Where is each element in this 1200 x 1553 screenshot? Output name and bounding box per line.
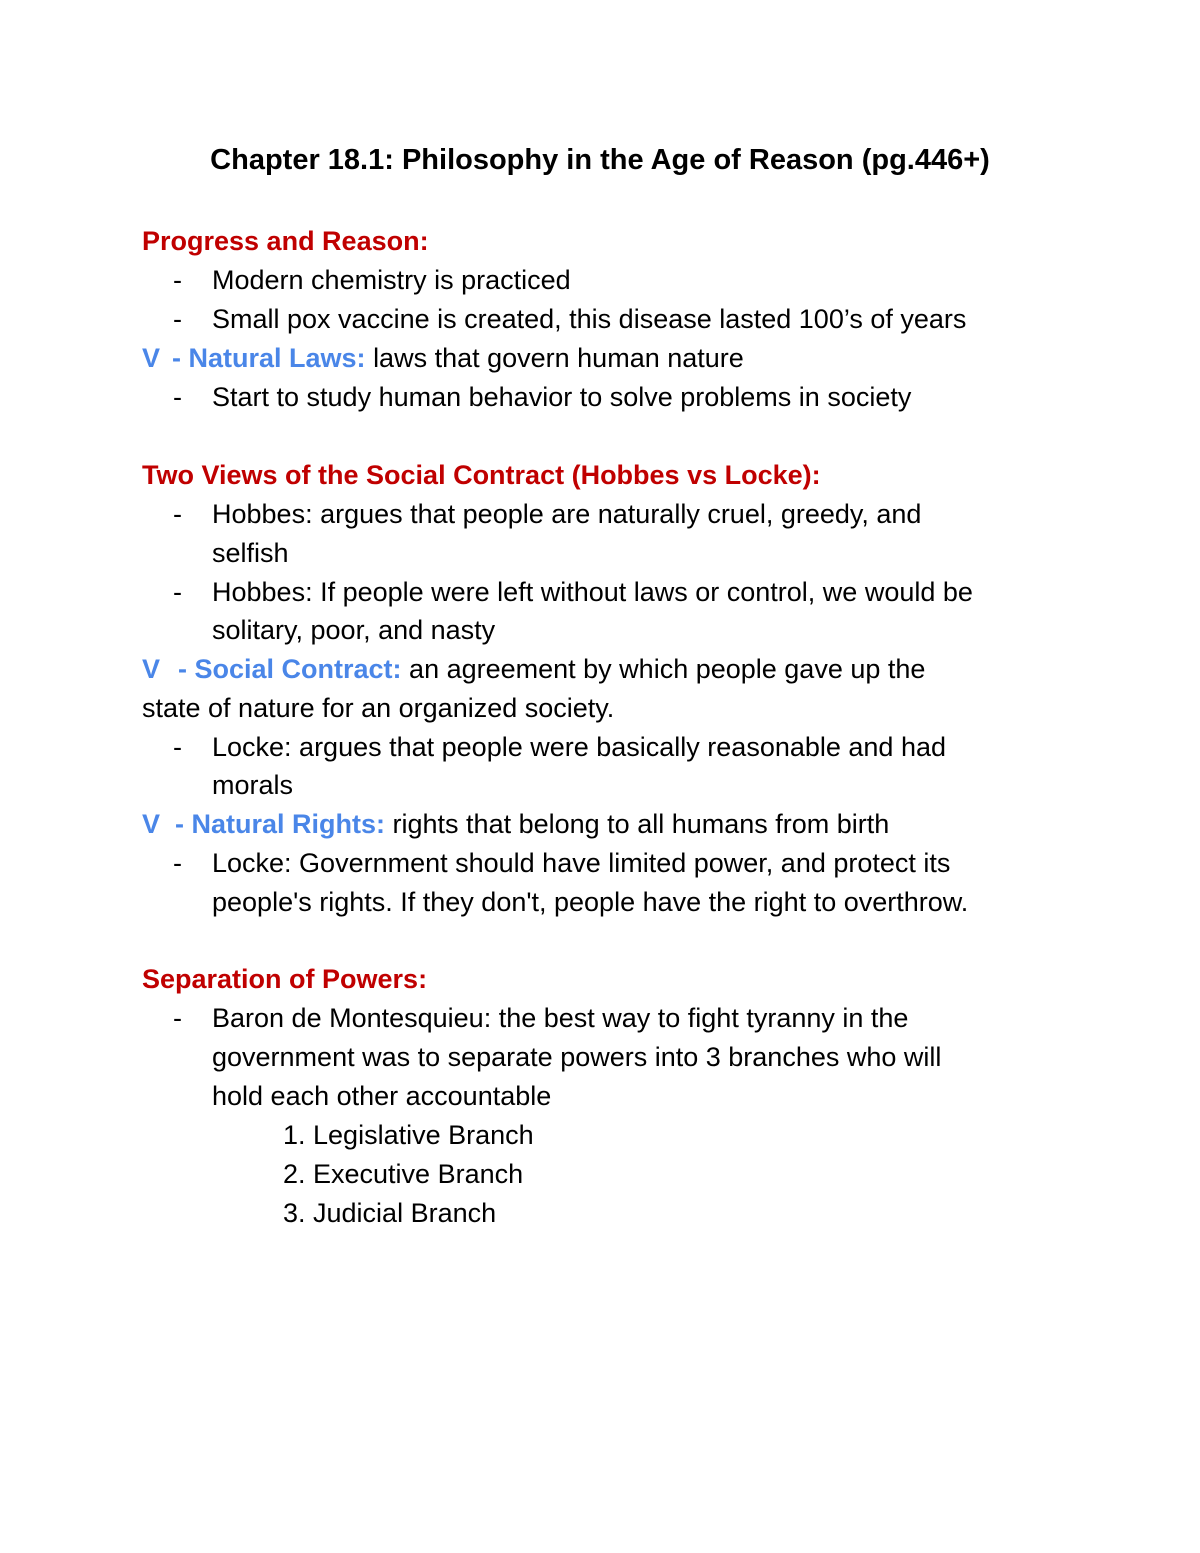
section-heading-social-contract: Two Views of the Social Contract (Hobbes vs Locke): — [142, 460, 821, 490]
bullet-hobbes-1-line1: Hobbes: argues that people are naturally cruel, greedy, and — [212, 499, 922, 529]
section-heading-progress-reason: Progress and Reason: — [142, 226, 429, 256]
term-social-contract: - Social Contract: — [178, 654, 402, 684]
v-mark: V — [142, 654, 161, 684]
bullet-baron-line3: hold each other accountable — [212, 1081, 552, 1111]
bullet-locke-1-line1: Locke: argues that people were basically reasonable and had — [212, 732, 946, 762]
v-mark: V — [142, 809, 161, 839]
bullet-dash: - — [173, 1003, 182, 1033]
def-natural-laws: laws that govern human nature — [373, 343, 744, 373]
term-natural-laws: - Natural Laws: — [172, 343, 366, 373]
definition-social-contract — [178, 650, 925, 689]
bullet-dash: - — [173, 265, 182, 295]
term-natural-rights: - Natural Rights: — [175, 809, 386, 839]
bullet-dash: - — [173, 382, 182, 412]
definition-natural-rights — [175, 805, 889, 844]
v-mark: V — [142, 343, 161, 373]
bullet-locke-1-line2: morals — [212, 770, 294, 800]
bullet-dash: - — [173, 732, 182, 762]
list-item-judicial: 3. Judicial Branch — [283, 1198, 497, 1228]
bullet-dash: - — [173, 304, 182, 334]
bullet-baron-line1: Baron de Montesquieu: the best way to fight tyranny in the — [212, 1003, 909, 1033]
list-item-executive: 2. Executive Branch — [283, 1159, 524, 1189]
bullet-smallpox-vaccine: Small pox vaccine is created, this disease lasted 100’s of years — [212, 304, 967, 334]
page-title: Chapter 18.1: Philosophy in the Age of Reason (pg.446+) — [210, 144, 990, 176]
bullet-modern-chemistry: Modern chemistry is practiced — [212, 265, 571, 295]
bullet-dash: - — [173, 848, 182, 878]
bullet-dash: - — [173, 499, 182, 529]
def-social-contract-line1: an agreement by which people gave up the — [409, 654, 926, 684]
bullet-hobbes-2-line2: solitary, poor, and nasty — [212, 615, 496, 645]
def-natural-rights: rights that belong to all humans from birth — [392, 809, 890, 839]
bullet-hobbes-1-line2: selfish — [212, 538, 289, 568]
list-item-legislative: 1. Legislative Branch — [283, 1120, 534, 1150]
bullet-study-behavior: Start to study human behavior to solve problems in society — [212, 382, 912, 412]
bullet-hobbes-2-line1: Hobbes: If people were left without laws or control, we would be — [212, 577, 973, 607]
bullet-baron-line2: government was to separate powers into 3 branches who will — [212, 1042, 942, 1072]
section-heading-separation-powers: Separation of Powers: — [142, 964, 428, 994]
bullet-locke-2-line1: Locke: Government should have limited power, and protect its — [212, 848, 951, 878]
bullet-dash: - — [173, 577, 182, 607]
bullet-locke-2-line2: people's rights. If they don't, people have the right to overthrow. — [212, 887, 969, 917]
def-social-contract-line2: state of nature for an organized society. — [142, 693, 615, 723]
definition-natural-laws — [172, 339, 744, 378]
